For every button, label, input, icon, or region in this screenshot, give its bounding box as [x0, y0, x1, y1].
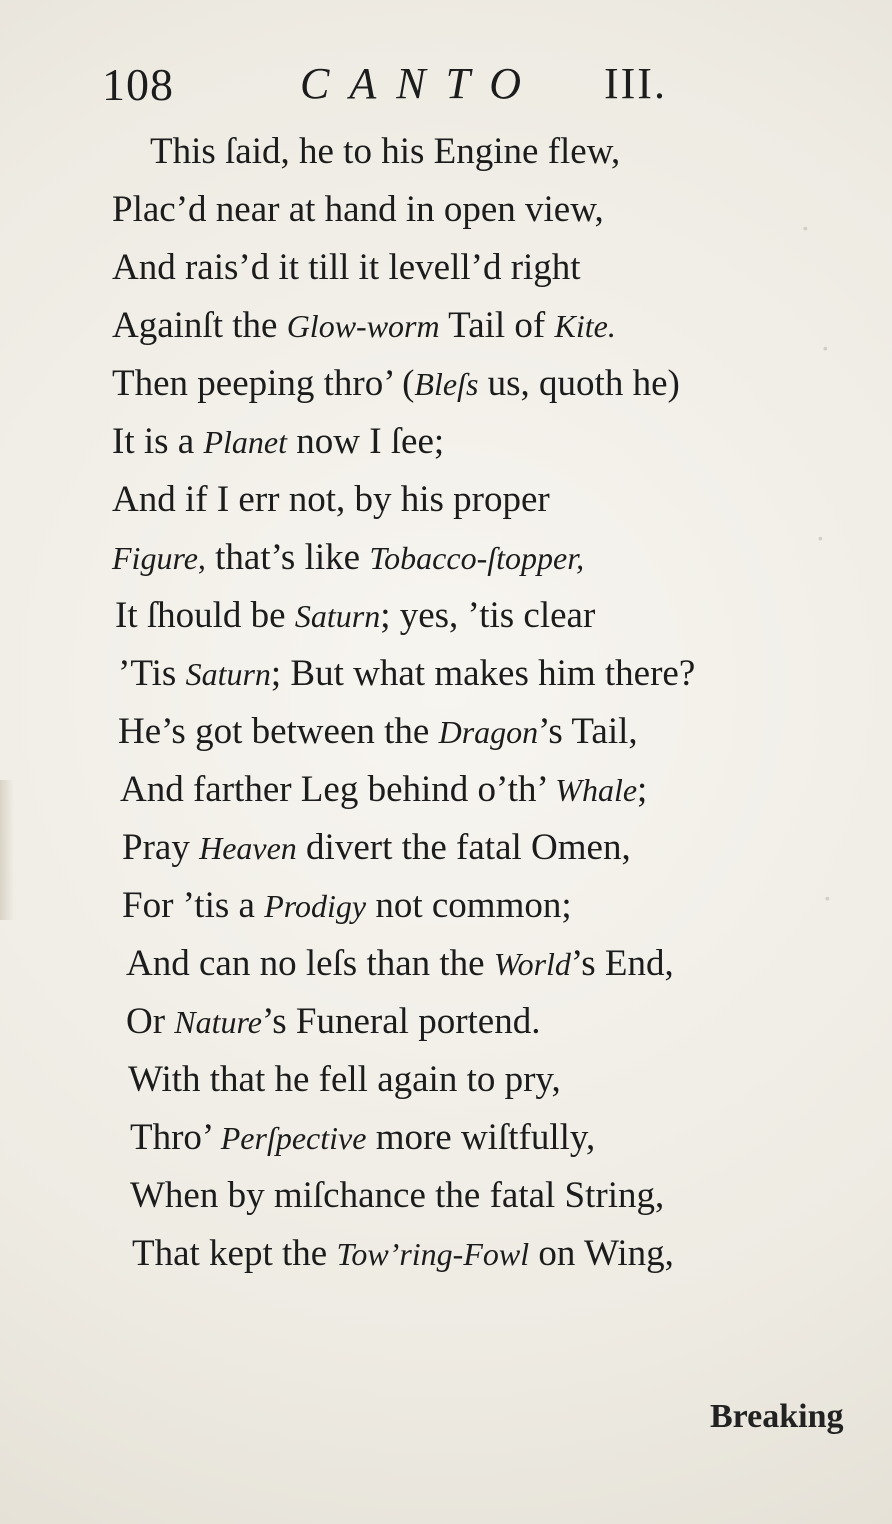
poem-line [112, 188, 604, 232]
italic-word: Figure, [112, 540, 206, 576]
poem-line [126, 942, 674, 986]
italic-word: Prodigy [264, 888, 367, 924]
line-text: Thro’ [130, 1117, 221, 1158]
italic-word: Saturn [294, 598, 381, 634]
italic-word: Perſpective [220, 1120, 367, 1156]
italic-word: Whale [555, 772, 638, 808]
poem-line [122, 826, 631, 870]
line-text: now I ſee; [286, 421, 445, 462]
line-text: When by miſchance the fatal String, [130, 1175, 665, 1216]
poem-line [122, 884, 572, 928]
line-text: Pray [122, 827, 200, 868]
poem-line [112, 478, 550, 522]
poem-line [112, 304, 616, 348]
line-text: ’s End, [570, 943, 674, 984]
poem-line [120, 768, 647, 812]
line-text: ; But what makes him there? [270, 653, 696, 694]
line-text: Then peeping thro’ ( [112, 363, 415, 404]
line-text: It is a [112, 421, 204, 462]
line-text: divert the fatal Omen, [296, 827, 631, 868]
line-text: And farther Leg behind o’th’ [120, 769, 556, 810]
poem-line [112, 362, 680, 406]
poem-line [118, 710, 638, 754]
show-through-mark: · [822, 880, 833, 916]
running-header [0, 58, 892, 118]
show-through-mark: · [820, 330, 831, 366]
italic-word: Planet [203, 424, 287, 460]
italic-word: Dragon [438, 714, 539, 750]
poem-line [112, 420, 444, 464]
line-text: not common; [366, 885, 572, 926]
page-number: 108 [102, 59, 174, 110]
show-through-mark: · [800, 210, 811, 246]
line-text: He’s got between the [118, 711, 439, 752]
italic-word: Tow’ring-Fowl [336, 1236, 530, 1272]
line-text: us, quoth he) [478, 363, 680, 404]
line-text: That kept the [132, 1233, 337, 1274]
line-text: And can no leſs than the [126, 943, 494, 984]
line-text: And if I err not, by his proper [112, 479, 550, 520]
line-text: It ſhould be [115, 595, 295, 636]
italic-word: Heaven [199, 830, 297, 866]
line-text: on Wing, [529, 1233, 674, 1274]
line-text: that’s like [205, 537, 370, 578]
poem-line [115, 594, 595, 638]
line-text: For ’tis a [122, 885, 265, 926]
poem-line [128, 1058, 561, 1102]
line-text: ; yes, ’tis clear [380, 595, 596, 636]
catchword: Breaking [710, 1398, 844, 1435]
poem-line [150, 130, 620, 174]
canto-number: III. [604, 59, 667, 108]
canto-label: CANTO [300, 59, 542, 108]
line-text: With that he fell again to pry, [128, 1059, 561, 1100]
italic-word: Saturn [185, 656, 271, 692]
italic-word: Tobacco-ſtopper, [369, 540, 585, 576]
poem-line [130, 1174, 664, 1218]
line-text: Or [126, 1001, 175, 1042]
line-text: Againſt the [112, 305, 287, 346]
show-through-mark: · [815, 520, 826, 556]
line-text: ’s Tail, [538, 711, 638, 752]
poem-line [112, 246, 581, 290]
italic-word: Nature [174, 1004, 262, 1040]
line-text: ; [637, 769, 648, 810]
poem-line [126, 1000, 540, 1044]
italic-word: Bleſs [414, 366, 479, 402]
poem-line [118, 652, 695, 696]
line-text: And rais’d it till it levell’d right [112, 247, 581, 288]
italic-word: Kite. [554, 308, 616, 344]
poem-line [112, 536, 584, 580]
italic-word: World [493, 946, 571, 982]
poem-line [132, 1232, 674, 1276]
page-edge-shadow [0, 780, 14, 920]
line-text: This ſaid, he to his Engine flew, [150, 131, 621, 172]
poem-line [130, 1116, 595, 1160]
line-text: ’Tis [118, 653, 186, 694]
line-text: more wiſtfully, [366, 1117, 596, 1158]
line-text: ’s Funeral portend. [262, 1001, 541, 1042]
italic-word: Glow-worm [286, 308, 440, 344]
line-text: Plac’d near at hand in open view, [112, 189, 604, 230]
line-text: Tail of [439, 305, 555, 346]
